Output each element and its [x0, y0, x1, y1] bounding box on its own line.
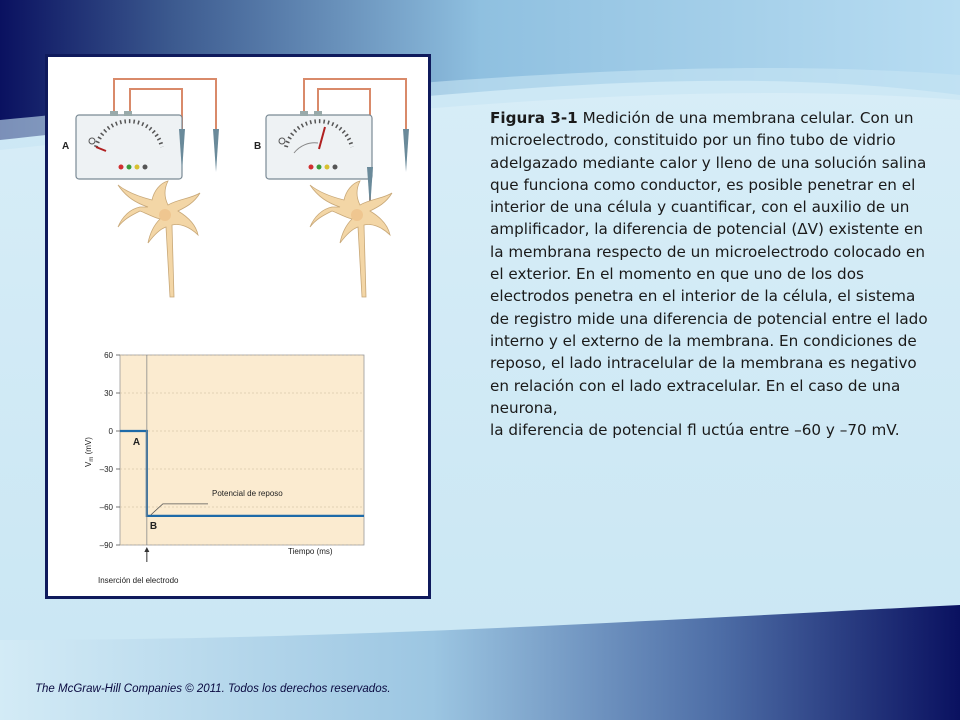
meter-b-terminal — [314, 111, 322, 116]
chart-y-ticks — [100, 351, 120, 550]
meter-a-led — [143, 165, 148, 170]
neuron-a — [118, 181, 200, 297]
electrode-b-1 — [403, 129, 409, 172]
insertion-arrow — [144, 547, 149, 562]
caption-body-end: la diferencia de potencial fl uctúa entre –60 y –70 mV. — [490, 421, 900, 440]
caption-body: Medición de una membrana celular. Con un microelectrodo, constituido por un fino tubo de vidrio adelgazado mediante calor y lleno de una solución salina que funciona como conductor, es posible penetrar en el interior de una célula y cuantificar, con el auxilio de un amplificador, la diferencia de potencial (ΔV) existente en la membrana respecto de un microelectrodo colocado en el exterior. En el momento en que uno de los dos electrodos penetra en el interior de la célula, el sistema de registro mide una diferencia de potencial entre el lado interno y el externo de la membrana. En condiciones de reposo, el lado intracelular de la membrana es negativo en relación con el lado extracelular. En el caso de una neurona, — [490, 109, 928, 417]
meter-a-terminal — [110, 111, 118, 116]
figure-frame — [45, 54, 431, 599]
neuron-a-nucleus — [159, 209, 171, 221]
y-tick-label: 60 — [104, 351, 113, 360]
membrane-potential-chart — [84, 351, 364, 585]
meter-a-led — [127, 165, 132, 170]
y-axis-label-main: V — [84, 461, 93, 467]
meter-a-terminal — [124, 111, 132, 116]
panel-a-label: A — [62, 141, 70, 152]
figure-illustration — [48, 57, 428, 596]
meter-b-led — [325, 165, 330, 170]
y-axis-label-sub: m — [89, 456, 95, 462]
figure-caption — [490, 107, 938, 441]
neuron-b — [310, 181, 392, 297]
panel-b-label: B — [254, 141, 262, 152]
meter-b-led — [309, 165, 314, 170]
meter-a-led — [135, 165, 140, 170]
meter-b-led — [317, 165, 322, 170]
insertion-label: Inserción del electrodo — [98, 576, 179, 585]
y-tick-label: –90 — [99, 541, 113, 550]
panel-b — [254, 79, 409, 297]
meter-b-terminal — [300, 111, 308, 116]
y-axis-label-unit: (mV) — [84, 437, 93, 457]
y-tick-label: –30 — [99, 465, 113, 474]
chart-point-b: B — [149, 520, 158, 532]
copyright-footer: The McGraw-Hill Companies © 2011. Todos los derechos reservados. — [35, 683, 391, 695]
caption-title: Figura 3-1 — [490, 109, 578, 127]
y-tick-label: 0 — [108, 427, 113, 436]
chart-point-a: A — [132, 437, 141, 448]
meter-a-led — [119, 165, 124, 170]
electrode-a-2 — [213, 129, 219, 172]
neuron-b-nucleus — [351, 209, 363, 221]
y-tick-label: 30 — [104, 389, 113, 398]
resting-potential-label: Potencial de reposo — [212, 489, 283, 498]
x-axis-label: Tiempo (ms) — [288, 547, 333, 556]
y-axis-label — [84, 437, 95, 467]
panel-a — [62, 79, 219, 297]
meter-b-led — [333, 165, 338, 170]
y-tick-label: –60 — [99, 503, 113, 512]
